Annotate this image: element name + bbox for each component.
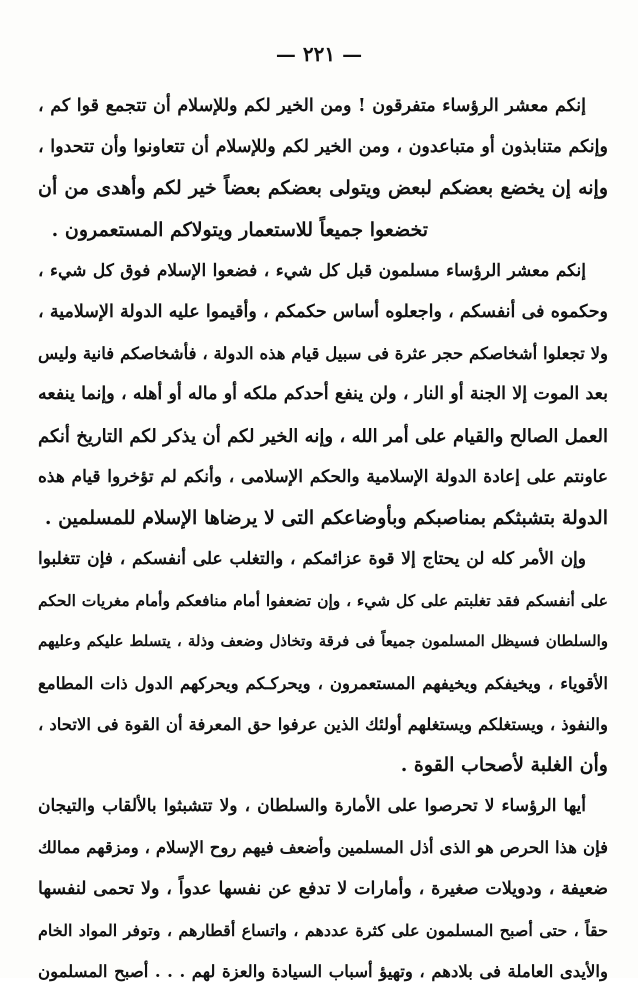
text-line: والنفوذ ، ويستغلكم ويستغلهم أولئك الذين عرفوا حق المعرفة أن القوة فى الاتحاد ،	[38, 714, 608, 734]
text-line: وأن الغلبة لأصحاب القوة .	[400, 754, 608, 776]
text-line: وحكموه فى أنفسكم ، واجعلوه أساس حكمكم ، وأقيموا عليه الدولة الإسلامية ،	[38, 301, 608, 322]
text-line: تخضعوا جميعاً للاستعمار ويتولاكم المستعمرون .	[51, 218, 428, 241]
text-line: أيها الرؤساء لا تحرصوا على الأمارة والسلطان ، ولا تتشبثوا بالألقاب والتيجان	[38, 796, 586, 817]
text-line: فإن هذا الحرص هو الذى أذل المسلمين وأضعف فيهم روح الإسلام ، ومزقهم ممالك	[38, 838, 608, 858]
text-line: حقاً ، حتى أصبح المسلمون على كثرة عددهم ، واتساع أقطارهم ، وتوفر المواد الخام	[38, 920, 608, 940]
text-line: إنكم معشر الرؤساء متفرقون ! ومن الخير لكم وللإسلام أن تتجمع قوا كم ،	[38, 96, 586, 116]
text-line: ضعيفة ، ودويلات صغيرة ، وأمارات لا تدفع عن نفسها عدواً ، ولا تحمى لنفسها	[38, 878, 608, 899]
text-line: الدولة بتشبثكم بمناصبكم وبأوضاعكم التى لا يرضاها الإسلام للمسلمين .	[44, 506, 608, 529]
text-line: العمل الصالح والقيام على أمر الله ، وإنه الخير لكم أن يذكر لكم التاريخ أنكم	[38, 425, 608, 447]
text-line: وإنكم متنابذون أو متباعدون ، ومن الخير لكم وللإسلام أن تتعاونوا وأن تتحدوا ،	[38, 137, 608, 158]
text-line: وإنه إن يخضع بعضكم لبعض ويتولى بعضكم بعضاً خير لكم وأهدى من أن	[38, 177, 608, 200]
text-line: والسلطان فسيظل المسلمون جميعاً فى فرقة وتخاذل وضعف وذلة ، يتسلط عليكم وعليهم	[38, 632, 608, 651]
text-line: وإن الأمر كله لن يحتاج إلا قوة عزائمكم ، والتغلب على أنفسكم ، فإن تتغلبوا	[38, 549, 586, 570]
text-line: الأقوياء ، ويخيفكم ويخيفهم المستعمرون ، ويحركـكم ويحركهم الدول ذات المطامع	[38, 673, 608, 693]
text-line: إنكم معشر الرؤساء مسلمون قبل كل شيء ، فضعوا الإسلام فوق كل شيء ،	[38, 260, 586, 281]
text-line: والأيدى العاملة فى بلادهم ، وتهيؤ أسباب السيادة والعزة لهم . . . أصبح المسلمون	[38, 961, 608, 981]
text-line: على أنفسكم فقد تغلبتم على كل شيء ، وإن تضعفوا أمام منافعكم وأمام مغريات الحكم	[38, 591, 608, 611]
text-line: ولا تجعلوا أشخاصكم حجر عثرة فى سبيل قيام هذه الدولة ، فأشخاصكم فانية وليس	[38, 344, 608, 364]
text-line: عاونتم على إعادة الدولة الإسلامية والحكم الإسلامى ، وأنكم لم تؤخروا قيام هذه	[38, 466, 608, 487]
page-number: — ٢٢١ —	[275, 42, 363, 66]
text-body	[38, 86, 608, 992]
text-line: بعد الموت إلا الجنة أو النار ، ولن ينفع أحدكم ملكه أو ماله أو أهله ، وإنما ينفعه	[38, 384, 608, 405]
